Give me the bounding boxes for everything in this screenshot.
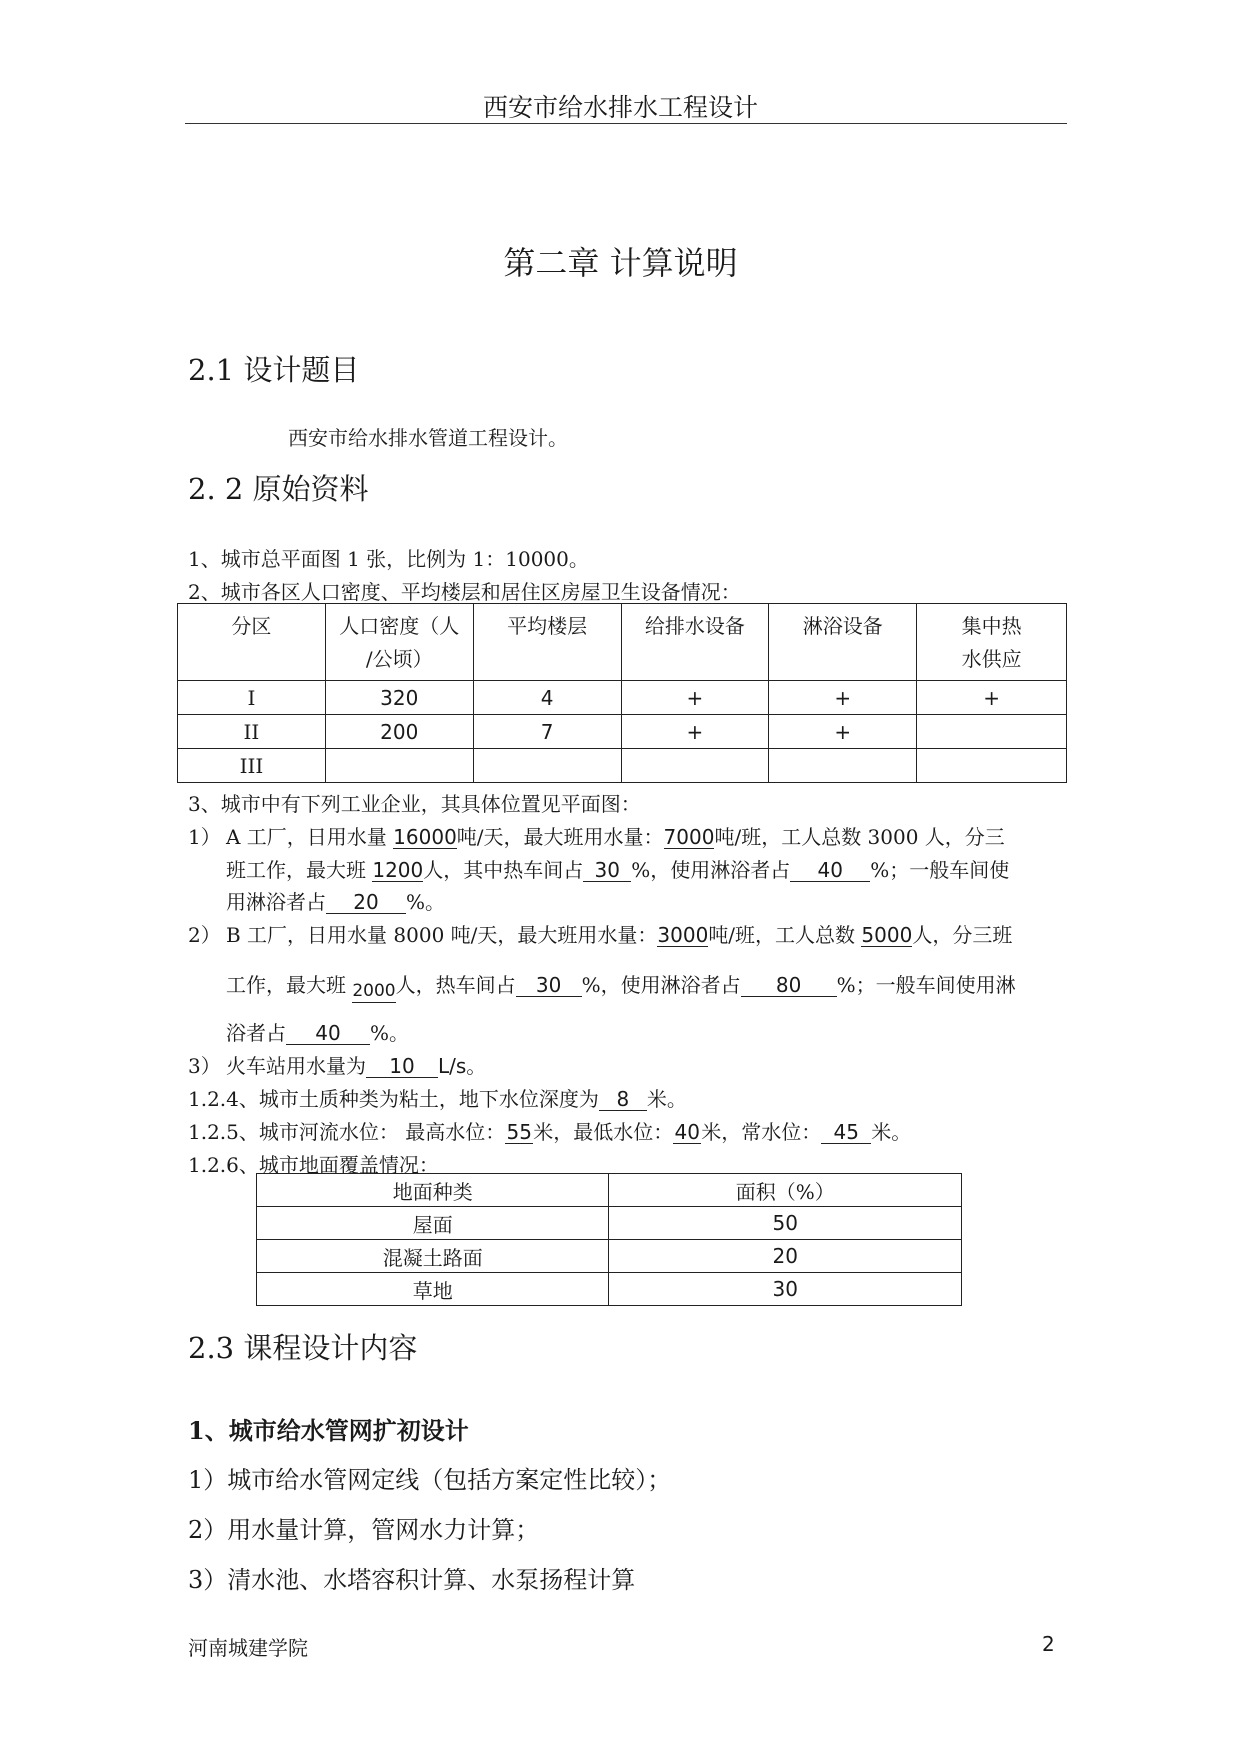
item-city-map: 1、城市总平面图 1 张，比例为 1：10000。 [188,547,589,571]
factory-b-max-shift-workers: 2000 [352,981,396,1001]
table-row [178,749,1067,783]
station-number: 3） [188,1054,221,1078]
cell-shower: + [769,715,917,749]
footer-school: 河南城建学院 [188,1636,308,1660]
river-min-level: 40 [674,1120,700,1144]
factory-a-number: 1） [188,825,221,849]
page-header-title: 西安市给水排水工程设计 [482,93,758,122]
section-2-2-heading: 2. 2 原始资料 [188,472,369,506]
ground-cover-intro: 1.2.6、城市地面覆盖情况： [188,1153,439,1177]
cell-shower: + [769,681,917,715]
cell-floors: 7 [473,715,621,749]
page-number: 2 [1042,1632,1055,1656]
col-header-density: 人口密度（人 /公顷） [325,604,473,681]
col-header-district: 分区 [178,604,326,681]
col-header-area: 面积（%） [609,1174,962,1207]
table-header-row [257,1174,962,1207]
table-row [257,1273,962,1306]
factory-a-line-3: 用淋浴者占 20 %。 [226,890,446,914]
table-row [257,1207,962,1240]
ground-cover-table [256,1173,962,1306]
cell-hot-water: + [917,681,1067,715]
factory-b-number: 2） [188,923,221,947]
factory-a-daily-water: 16000 [393,825,457,849]
cell-shower [769,749,917,783]
factory-b-line-1: B 工厂，日用水量 8000 吨/天，最大班用水量：3000吨/班，工人总数 5000人，分三班 [226,923,1013,947]
chapter-title: 第二章 计算说明 [503,244,738,282]
factory-b-shower-pct: 80 [741,974,837,997]
cell-density [325,749,473,783]
river-max-level: 55 [506,1120,532,1144]
item-district-info: 2、城市各区人口密度、平均楼层和居住区房屋卫生设备情况： [188,580,741,604]
cell-hot-water [917,715,1067,749]
cell-density: 320 [325,681,473,715]
factory-b-total-workers: 5000 [861,923,913,947]
cell-ground-type: 混凝土路面 [257,1240,609,1273]
soil-info: 1.2.4、城市土质种类为粘土，地下水位深度为 8 米。 [188,1087,687,1111]
cell-area: 30 [609,1273,962,1306]
cell-plumbing [621,749,769,783]
item-industries: 3、城市中有下列工业企业，其具体位置见平面图： [188,792,641,816]
cell-district: I [178,681,326,715]
factory-a-hot-workshop-pct: 30 [583,859,631,882]
cell-area: 50 [609,1207,962,1240]
list-item: 2）用水量计算，管网水力计算； [188,1516,540,1544]
col-header-floors: 平均楼层 [473,604,621,681]
cell-hot-water [917,749,1067,783]
cell-district: II [178,715,326,749]
table-row [178,715,1067,749]
col-header-plumbing: 给排水设备 [621,604,769,681]
cell-plumbing: + [621,715,769,749]
table-header-row [178,604,1067,681]
river-normal-level: 45 [821,1121,871,1144]
factory-a-line-2: 班工作，最大班 1200人，其中热车间占 30%，使用淋浴者占 40 %；一般车间使 [226,858,1010,882]
cell-floors: 4 [473,681,621,715]
factory-a-shower-pct: 40 [790,859,870,882]
table-row [257,1240,962,1273]
header-rule [185,123,1067,124]
factory-b-hot-workshop-pct: 30 [516,974,582,997]
cell-ground-type: 屋面 [257,1207,609,1240]
factory-b-line-2: 工作，最大班 2000人，热车间占 30 %，使用淋浴者占 80 %；一般车间使用淋 [226,973,1016,1001]
col-header-hot-water: 集中热 水供应 [917,604,1067,681]
list-item: 1）城市给水管网定线（包括方案定性比较）； [188,1466,672,1494]
section-2-3-heading: 2.3 课程设计内容 [188,1331,418,1365]
cell-district: III [178,749,326,783]
cell-density: 200 [325,715,473,749]
subsection-water-network-design: 1、城市给水管网扩初设计 [188,1416,469,1445]
table-row [178,681,1067,715]
cell-plumbing: + [621,681,769,715]
factory-a-line-1: A 工厂，日用水量 16000吨/天，最大班用水量：7000吨/班，工人总数 3000 人，分三 [226,825,1005,849]
section-2-1-heading: 2.1 设计题目 [188,353,360,387]
factory-b-general-shower-pct: 40 [286,1022,370,1045]
district-table [177,603,1067,783]
col-header-shower: 淋浴设备 [769,604,917,681]
factory-a-max-shift-water: 7000 [663,825,715,849]
station-water-line: 火车站用水量为 10L/s。 [226,1054,487,1078]
factory-a-general-shower-pct: 20 [326,891,406,914]
groundwater-depth: 8 [599,1088,647,1111]
factory-b-line-3: 浴者占 40 %。 [226,1021,410,1045]
river-levels: 1.2.5、城市河流水位： 最高水位：55米，最低水位：40米，常水位： 45米。 [188,1120,912,1144]
cell-floors [473,749,621,783]
design-topic-text: 西安市给水排水管道工程设计。 [288,426,568,450]
cell-ground-type: 草地 [257,1273,609,1306]
factory-a-max-shift-workers: 1200 [372,858,424,882]
list-item: 3）清水池、水塔容积计算、水泵扬程计算 [188,1566,636,1594]
cell-area: 20 [609,1240,962,1273]
station-water-value: 10 [366,1055,438,1078]
factory-b-max-shift-water: 3000 [657,923,709,947]
col-header-ground-type: 地面种类 [257,1174,609,1207]
